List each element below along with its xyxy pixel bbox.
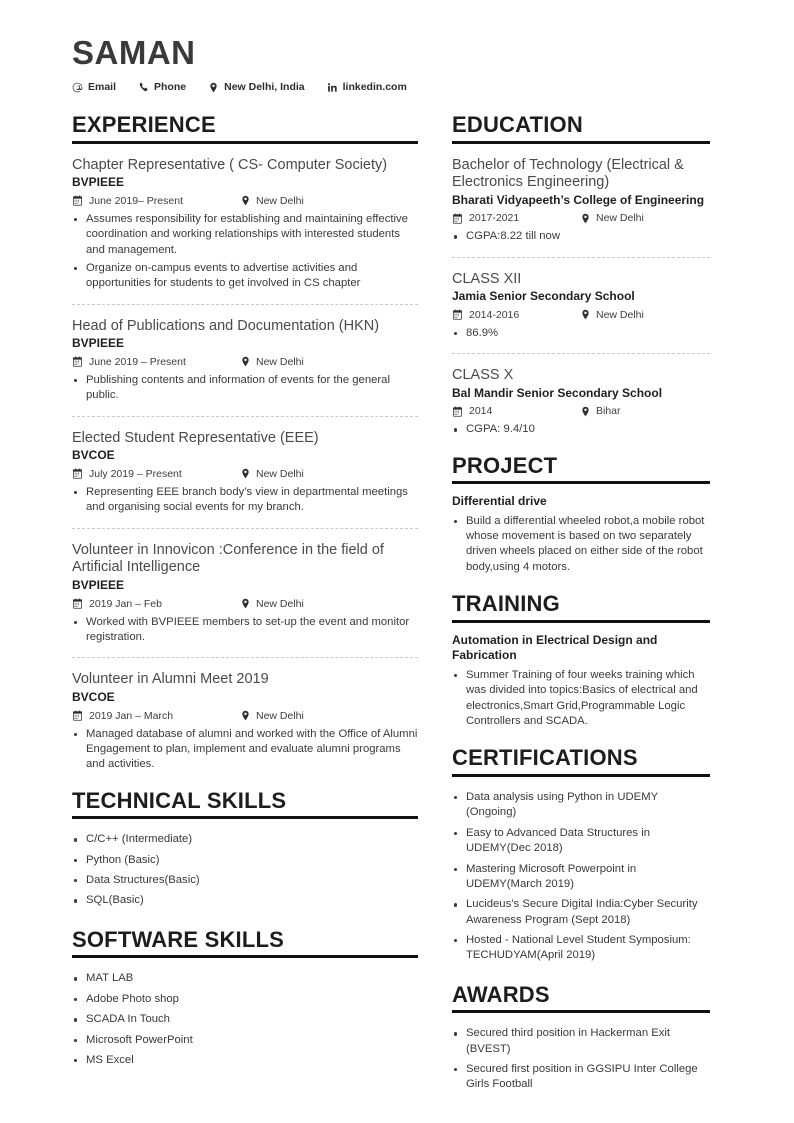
job-organization: BVPIEEE <box>72 175 125 190</box>
education-date <box>452 309 580 321</box>
entry-separator <box>452 353 710 354</box>
linkedin-icon <box>327 82 338 93</box>
education-degree: Bachelor of Technology (Electrical & Electronics Engineering) <box>452 156 684 191</box>
contact-location[interactable] <box>208 81 305 93</box>
education-bullets <box>452 229 710 244</box>
right-column <box>452 113 710 1098</box>
job-bullets <box>72 727 418 773</box>
education-meta-row <box>452 405 710 417</box>
job-location-text: New Delhi <box>256 355 304 368</box>
list-item: CGPA: 9.4/10 <box>452 422 710 437</box>
section-heading-training: TRAINING <box>452 592 710 623</box>
section-heading-project: PROJECT <box>452 454 710 485</box>
section-certifications <box>452 746 710 963</box>
job-organization: BVPIEEE <box>72 578 125 593</box>
job-date <box>72 356 240 368</box>
map-pin-icon <box>580 309 591 320</box>
job-location-text: New Delhi <box>256 467 304 480</box>
experience-entry <box>72 318 418 404</box>
calendar-icon <box>72 195 83 206</box>
list-item: Assumes responsibility for establishing and maintaining effective coordination and working relationships with interested students and management. <box>72 212 418 258</box>
section-software-skills <box>72 928 418 1068</box>
calendar-icon <box>452 406 463 417</box>
section-heading-technical-skills: TECHNICAL SKILLS <box>72 789 418 820</box>
contact-row <box>72 81 734 93</box>
list-item: Microsoft PowerPoint <box>72 1033 418 1048</box>
job-bullets <box>72 373 418 404</box>
education-date <box>452 405 580 417</box>
entry-separator <box>72 416 418 417</box>
calendar-icon <box>452 213 463 224</box>
map-pin-icon <box>580 213 591 224</box>
list-item: Build a differential wheeled robot,a mobile robot whose movement is based on two separately driven wheels placed on either side of the robot body,using 4 motors. <box>452 514 710 575</box>
map-pin-icon <box>240 468 251 479</box>
education-location <box>580 405 621 417</box>
job-organization: BVPIEEE <box>72 336 125 351</box>
list-item: Mastering Microsoft Powerpoint in UDEMY(March 2019) <box>452 862 710 893</box>
experience-entry <box>72 157 418 292</box>
education-entry <box>452 271 710 341</box>
list-item: Adobe Photo shop <box>72 992 418 1007</box>
software-skills-list <box>72 971 418 1068</box>
education-location-text: Bihar <box>596 405 621 418</box>
section-heading-education: EDUCATION <box>452 113 710 144</box>
calendar-icon <box>72 468 83 479</box>
map-pin-icon <box>240 356 251 367</box>
job-location <box>240 195 304 207</box>
phone-icon <box>138 82 149 93</box>
list-item: Organize on-campus events to advertise activities and opportunities for students to get involved in CS chapter <box>72 261 418 292</box>
list-item: Easy to Advanced Data Structures in UDEMY(Dec 2018) <box>452 826 710 857</box>
section-education <box>452 113 710 438</box>
project-title: Differential drive <box>452 494 547 509</box>
education-bullets <box>452 326 710 341</box>
education-meta-row <box>452 309 710 321</box>
contact-linkedin-label: linkedin.com <box>342 81 407 93</box>
technical-skills-list <box>72 832 418 908</box>
education-meta-row <box>452 212 710 224</box>
entry-separator <box>452 257 710 258</box>
list-item: Representing EEE branch body’s view in departmental meetings and organising social events for my branch. <box>72 485 418 516</box>
job-meta-row <box>72 356 418 368</box>
section-heading-software-skills: SOFTWARE SKILLS <box>72 928 418 959</box>
candidate-name: SAMAN <box>72 34 196 71</box>
job-location <box>240 710 304 722</box>
contact-phone[interactable] <box>138 81 186 93</box>
job-meta-row <box>72 598 418 610</box>
job-title: Volunteer in Innovicon :Conference in the field of Artificial Intelligence <box>72 541 384 576</box>
training-bullets <box>452 668 710 729</box>
job-date-text: June 2019 – Present <box>89 355 186 368</box>
section-project <box>452 454 710 576</box>
list-item: MS Excel <box>72 1053 418 1068</box>
awards-list <box>452 1026 710 1092</box>
calendar-icon <box>72 710 83 721</box>
section-awards <box>452 983 710 1093</box>
calendar-icon <box>452 309 463 320</box>
certifications-list <box>452 790 710 964</box>
list-item: 86.9% <box>452 326 710 341</box>
list-item: Managed database of alumni and worked with the Office of Alumni Engagement to plan, implement and evaluate alumni programs and activities. <box>72 727 418 773</box>
list-item: SQL(Basic) <box>72 893 418 908</box>
job-location <box>240 468 304 480</box>
education-location-text: New Delhi <box>596 308 644 321</box>
education-location-text: New Delhi <box>596 212 644 225</box>
job-meta-row <box>72 710 418 722</box>
education-bullets <box>452 422 710 437</box>
project-bullets <box>452 514 710 575</box>
contact-phone-label: Phone <box>154 81 187 93</box>
job-date-text: 2019 Jan – Feb <box>89 597 162 610</box>
list-item: C/C++ (Intermediate) <box>72 832 418 847</box>
contact-email-label: Email <box>88 81 117 93</box>
job-title: Elected Student Representative (EEE) <box>72 429 319 446</box>
job-date-text: 2019 Jan – March <box>89 709 174 722</box>
contact-email[interactable] <box>72 81 116 93</box>
contact-linkedin[interactable] <box>327 81 407 93</box>
section-heading-certifications: CERTIFICATIONS <box>452 746 710 777</box>
education-degree: CLASS X <box>452 367 514 384</box>
job-location-text: New Delhi <box>256 597 304 610</box>
education-location <box>580 212 644 224</box>
section-technical-skills <box>72 789 418 909</box>
experience-entry <box>72 542 418 646</box>
job-bullets <box>72 485 418 516</box>
job-location-text: New Delhi <box>256 709 304 722</box>
education-date <box>452 212 580 224</box>
section-heading-awards: AWARDS <box>452 983 710 1014</box>
job-bullets <box>72 212 418 292</box>
contact-location-label: New Delhi, India <box>224 81 305 93</box>
calendar-icon <box>72 356 83 367</box>
entry-separator <box>72 657 418 658</box>
job-bullets <box>72 615 418 646</box>
job-date-text: June 2019– Present <box>89 194 183 207</box>
education-entry <box>452 367 710 437</box>
left-column <box>72 113 418 1073</box>
map-pin-icon <box>240 195 251 206</box>
education-date-text: 2017-2021 <box>469 212 520 225</box>
calendar-icon <box>72 598 83 609</box>
job-organization: BVCOE <box>72 690 115 705</box>
list-item: MAT LAB <box>72 971 418 986</box>
list-item: Worked with BVPIEEE members to set-up the event and monitor registration. <box>72 615 418 646</box>
job-organization: BVCOE <box>72 448 115 463</box>
entry-separator <box>72 304 418 305</box>
list-item: Lucideus’s Secure Digital India:Cyber Security Awareness Program (Sept 2018) <box>452 897 710 928</box>
list-item: CGPA:8.22 till now <box>452 229 710 244</box>
education-school: Bharati Vidyapeeth’s College of Engineering <box>452 193 705 207</box>
map-pin-icon <box>240 598 251 609</box>
education-entry <box>452 157 710 245</box>
list-item: Secured first position in GGSIPU Inter College Girls Football <box>452 1062 710 1093</box>
education-location <box>580 309 644 321</box>
list-item: Data Structures(Basic) <box>72 873 418 888</box>
section-heading-experience: EXPERIENCE <box>72 113 418 144</box>
job-meta-row <box>72 195 418 207</box>
job-title: Volunteer in Alumni Meet 2019 <box>72 671 269 688</box>
job-title: Chapter Representative ( CS- Computer Society) <box>72 156 388 173</box>
section-experience <box>72 113 418 773</box>
experience-entry <box>72 671 418 772</box>
job-location <box>240 598 304 610</box>
section-training <box>452 592 710 729</box>
job-title: Head of Publications and Documentation (HKN) <box>72 317 380 334</box>
education-degree: CLASS XII <box>452 270 522 287</box>
list-item: Summer Training of four weeks training which was divided into topics:Basics of electrical and electronics,Smart Grid,Programmable Logic Controllers and SCADA. <box>452 668 710 729</box>
job-meta-row <box>72 468 418 480</box>
education-school: Jamia Senior Secondary School <box>452 289 635 304</box>
job-date-text: July 2019 – Present <box>89 467 182 480</box>
education-school: Bal Mandir Senior Secondary School <box>452 385 663 400</box>
job-date <box>72 598 240 610</box>
map-pin-icon <box>240 710 251 721</box>
list-item: Python (Basic) <box>72 853 418 868</box>
education-date-text: 2014-2016 <box>469 308 520 321</box>
training-title: Automation in Electrical Design and Fabrication <box>452 632 658 663</box>
job-date <box>72 195 240 207</box>
list-item: Secured third position in Hackerman Exit (BVEST) <box>452 1026 710 1057</box>
job-date <box>72 710 240 722</box>
job-location-text: New Delhi <box>256 194 304 207</box>
body-columns <box>72 113 734 1098</box>
entry-separator <box>72 528 418 529</box>
list-item: Publishing contents and information of events for the general public. <box>72 373 418 404</box>
list-item: Hosted - National Level Student Symposium: TECHUDYAM(April 2019) <box>452 933 710 964</box>
job-location <box>240 356 304 368</box>
list-item: Data analysis using Python in UDEMY (Ongoing) <box>452 790 710 821</box>
map-pin-icon <box>580 406 591 417</box>
at-sign-icon <box>72 82 83 93</box>
map-pin-icon <box>208 82 219 93</box>
list-item: SCADA In Touch <box>72 1012 418 1027</box>
education-date-text: 2014 <box>469 405 493 418</box>
job-date <box>72 468 240 480</box>
experience-entry <box>72 430 418 516</box>
